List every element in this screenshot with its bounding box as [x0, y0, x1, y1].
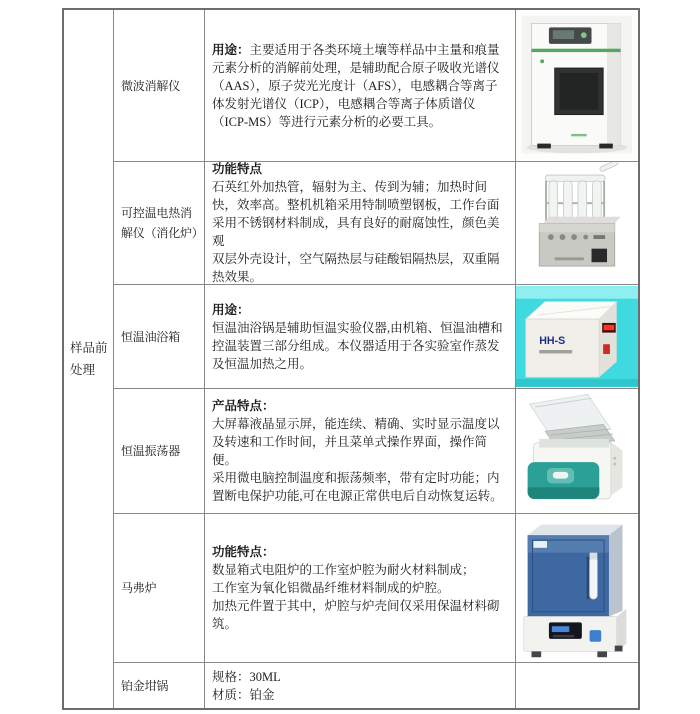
- glass-tube: [549, 181, 558, 222]
- category-cell: [64, 10, 114, 708]
- description-paragraph: 恒温油浴锅是辅助恒温实验仪器,由机箱、恒温油槽和控温装置三部分组成。本仪器适用于各实验室作蒸发及恒温加热之用。: [212, 320, 503, 371]
- description-paragraph: 采用微电脑控制温度和振荡频率，带有定时功能；内置断电保护功能,可在电源正常供电后自动恢复运转。: [212, 471, 503, 503]
- description-paragraph: 数显箱式电阻炉的工作室炉腔为耐火材料制成；: [212, 563, 475, 577]
- description-heading: 用途：: [212, 302, 250, 317]
- product-photo-cell: [516, 285, 638, 389]
- product-photo-cell: [516, 514, 638, 663]
- description-paragraph: 材质：铂金: [212, 687, 275, 702]
- glass-tube: [563, 181, 572, 222]
- green-stripe: [531, 49, 620, 52]
- equipment-name-muffle-furnace: 马弗炉: [114, 514, 205, 663]
- description-paragraph: 石英红外加热管，辐射为主、传到为辅；加热时间快，效率高。整机机箱采用特制喷塑钢板，工作台面采用不锈钢材料制成，具有良好的耐腐蚀性，颜色美观: [212, 180, 500, 248]
- description-cell: [205, 10, 516, 162]
- oil-bath-front-panel: [526, 319, 600, 377]
- description-paragraph: 大屏幕液晶显示屏，能连续、精确、实时显示温度以及转速和工作时间，并且菜单式操作界面，操作简便。: [212, 417, 500, 467]
- power-switch: [603, 344, 610, 354]
- product-photo-cell: [516, 389, 638, 514]
- microwave-digester-photo: [516, 10, 638, 161]
- description-paragraph: [212, 41, 505, 131]
- description-text: 主要适用于各类环境土壤等样品中主量和痕量元素分析的消解前处理，是辅助配合原子吸收光谱仪（AAS），原子荧光光度计（AFS），电感耦合等离子体发射光谱仪（ICP），电感耦合等离子体质谱仪（ICP-MS）等进行元素分析的必要工具。: [212, 42, 500, 129]
- category-label-line1: 样品前: [70, 341, 108, 355]
- description-heading: 产品特点：: [212, 399, 275, 413]
- description-heading: 功能特点: [212, 162, 263, 176]
- product-photo-cell: [516, 10, 638, 162]
- glass-tube: [592, 181, 601, 222]
- door-handle: [590, 557, 598, 600]
- description-cell: [205, 285, 516, 389]
- description-cell: [205, 663, 516, 708]
- description-cell: [205, 514, 516, 663]
- category-label-line2: 处理: [70, 363, 96, 377]
- brand-logo: [533, 541, 547, 548]
- oil-bath-model-label: HH-S: [539, 335, 566, 348]
- equipment-name-microwave-digester: 微波消解仪: [114, 10, 205, 162]
- description-heading: 功能特点：: [212, 545, 275, 559]
- description-paragraph: 加热元件置于其中，炉腔与炉壳间仅采用保温材料砌筑。: [212, 599, 500, 631]
- equipment-name-oil-bath: 恒温油浴箱: [114, 285, 205, 389]
- description-cell: [205, 162, 516, 285]
- equipment-name-shaker: 恒温振荡器: [114, 389, 205, 514]
- description-cell: [205, 389, 516, 514]
- shaker-photo: [516, 389, 638, 513]
- equipment-name-platinum-crucible: 铂金坩锅: [114, 663, 205, 708]
- equipment-table: [62, 8, 640, 710]
- muffle-furnace-photo: [516, 514, 638, 662]
- equipment-name-heated-digester: 可控温电热消解仪（消化炉）: [114, 162, 205, 285]
- product-photo-cell: [516, 162, 638, 285]
- product-photo-cell-empty: [516, 663, 638, 708]
- description-heading: 用途：: [212, 42, 250, 57]
- description-paragraph: 规格：30ML: [212, 669, 281, 684]
- description-paragraph: 双层外壳设计，空气隔热层与硅酸铝隔热层，双重隔热效果。: [212, 252, 500, 284]
- heated-digester-photo: [516, 162, 638, 284]
- glass-tube: [578, 181, 587, 222]
- oil-bath-photo: [516, 285, 638, 388]
- description-paragraph: 工作室为氧化铝微晶纤维材料制成的炉腔。: [212, 581, 450, 595]
